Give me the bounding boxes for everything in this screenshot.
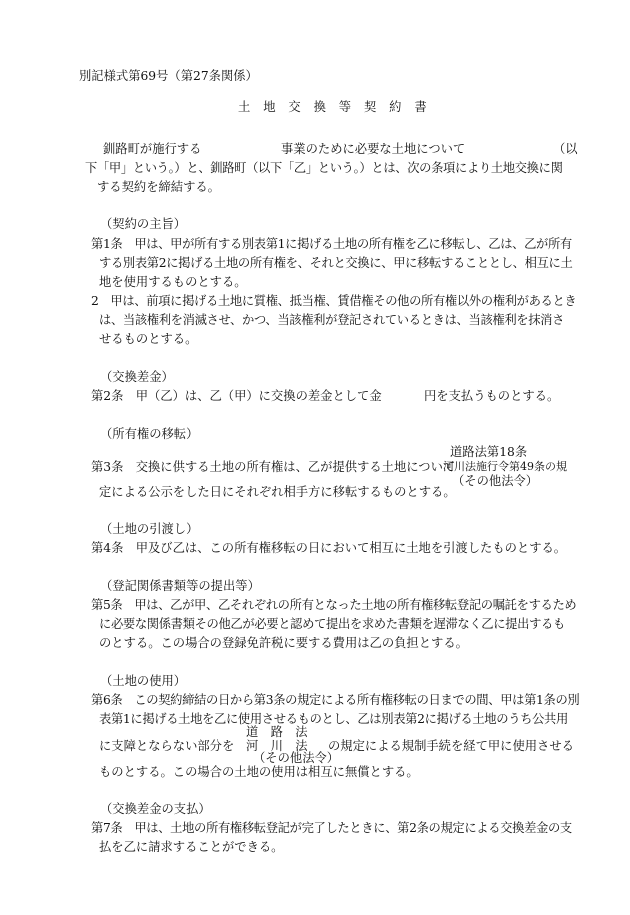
article-1-heading: （契約の主旨） <box>100 217 187 231</box>
article-2-line1-b: 円を支払うものとする。 <box>424 389 560 403</box>
article-6-law-mid: 河 川 法 <box>246 739 308 753</box>
form-label: 別記様式第69号（第27条関係） <box>79 69 258 83</box>
article-6-law-bottom: （その他法令） <box>253 751 340 765</box>
article-3-line1: 第3条 交換に供する土地の所有権は、乙が提供する土地について <box>91 460 456 474</box>
article-3-law-mid: 河川法施行令第49条の規 <box>443 460 567 473</box>
article-5-line1: 第5条 甲は、乙が甲、乙それぞれの所有となった土地の所有権移転登記の嘱託をするため <box>91 598 577 612</box>
article-1-para2-line1: 2 甲は、前項に掲げる土地に質権、抵当権、賃借権その他の所有権以外の権利があるとき <box>91 294 577 308</box>
document-title: 土 地 交 換 等 契 約 書 <box>238 100 427 114</box>
article-5-line2: に必要な関係書類その他乙が必要と認めて提出を求めた書類を遅滞なく乙に提出するも <box>99 617 565 631</box>
preamble-line2: 下「甲」という。）と、釧路町（以下「乙」という。）とは、次の条項により土地交換に関 <box>85 161 563 175</box>
article-4-heading: （土地の引渡し） <box>100 522 199 536</box>
article-6-law-top: 道 路 法 <box>246 725 308 739</box>
article-1-line3: 地を使用するものとする。 <box>99 275 247 289</box>
article-3-law-top: 道路法第18条 <box>450 445 528 459</box>
article-5-heading: （登記関係書類等の提出等） <box>100 579 260 593</box>
preamble-line1-a: 釧路町が施行する <box>103 142 202 156</box>
article-3-law-bottom: （その他法令） <box>452 474 539 488</box>
article-1-line1: 第1条 甲は、甲が所有する別表第1に掲げる土地の所有権を乙に移転し、乙は、乙が所有 <box>91 237 572 251</box>
preamble-line3: する契約を締結する。 <box>97 180 220 194</box>
article-2-heading: （交換差金） <box>100 370 174 384</box>
article-5-line3: のとする。この場合の登録免許税に要する費用は乙の負担とする。 <box>99 636 468 650</box>
article-3-heading: （所有権の移転） <box>100 427 199 441</box>
article-1-para2-line3: せるものとする。 <box>99 332 198 346</box>
article-1-para2-line2: は、当該権利を消滅させ、かつ、当該権利が登記されているときは、当該権利を抹消さ <box>99 313 565 327</box>
article-6-line3-a: に支障とならない部分を <box>99 739 235 753</box>
article-6-line4: ものとする。この場合の土地の使用は相互に無償とする。 <box>99 765 419 779</box>
article-4-line1: 第4条 甲及び乙は、この所有権移転の日において相互に土地を引渡したものとする。 <box>91 541 567 555</box>
article-2-line1-a: 第2条 甲（乙）は、乙（甲）に交換の差金として金 <box>91 389 382 403</box>
article-7-line2: 払を乙に請求することができる。 <box>99 840 284 854</box>
article-3-line2: 定による公示をした日にそれぞれ相手方に移転するものとする。 <box>99 485 456 499</box>
article-1-line2: する別表第2に掲げる土地の所有権を、それと交換に、甲に移転することとし、相互に土 <box>99 256 573 270</box>
article-6-heading: （土地の使用） <box>100 674 187 688</box>
article-6-line1: 第6条 この契約締結の日から第3条の規定による所有権移転の日までの間、甲は第1条の別 <box>91 693 580 707</box>
preamble-line1-c: （以 <box>553 142 578 156</box>
article-7-line1: 第7条 甲は、土地の所有権移転登記が完了したときに、第2条の規定による交換差金の支 <box>91 821 572 835</box>
article-6-line3-b: の規定による規制手続を経て甲に使用させる <box>328 739 574 753</box>
preamble-line1-b: 事業のために必要な土地について <box>281 142 466 156</box>
article-7-heading: （交換差金の支払） <box>100 802 211 816</box>
article-6-line2: 表第1に掲げる土地を乙に使用させるものとし、乙は別表第2に掲げる土地のうち公共用 <box>99 712 568 726</box>
